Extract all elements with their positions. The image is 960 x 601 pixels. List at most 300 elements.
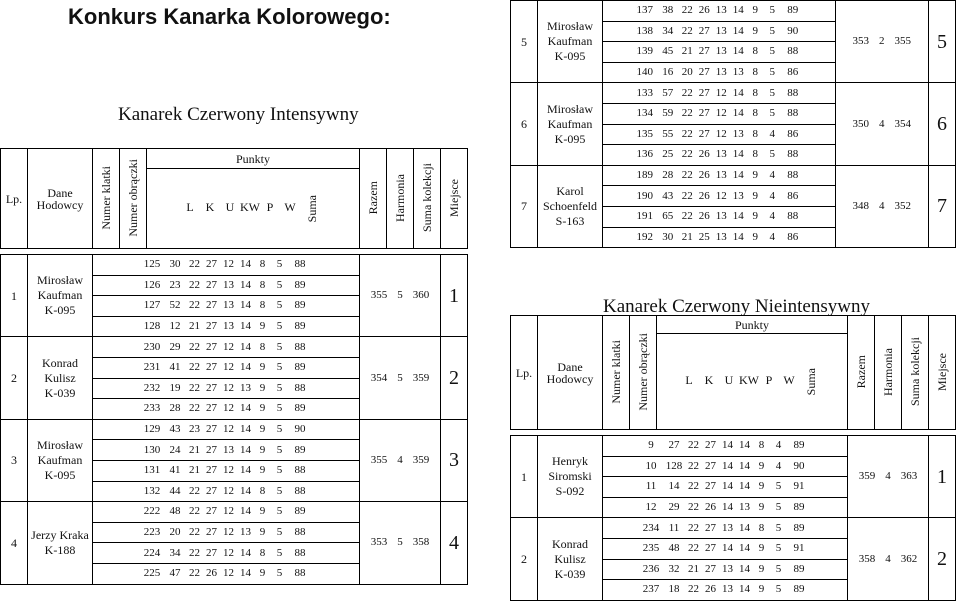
ring-number: 65 bbox=[662, 210, 674, 223]
ring-number: 48 bbox=[668, 542, 680, 555]
score-value: 14 bbox=[732, 148, 744, 161]
score-row bbox=[93, 399, 360, 420]
score-value: 14 bbox=[722, 459, 733, 472]
ring-number: 41 bbox=[169, 361, 181, 374]
breeder-name bbox=[538, 1, 603, 83]
score-value: 26 bbox=[705, 583, 716, 596]
harmonia-value: 4 bbox=[879, 199, 885, 212]
score-value: 4 bbox=[769, 127, 776, 140]
score-value: 21 bbox=[189, 320, 200, 333]
header-col-kw: KW bbox=[240, 200, 260, 215]
score-value: 5 bbox=[276, 278, 283, 291]
score-value: 5 bbox=[276, 258, 283, 271]
table-row bbox=[511, 518, 956, 539]
suma-kolekcji-value: 352 bbox=[894, 199, 912, 212]
score-value: 22 bbox=[681, 24, 693, 37]
score-value: 90 bbox=[787, 24, 799, 37]
score-value: 13 bbox=[223, 278, 234, 291]
score-value: 5 bbox=[775, 521, 782, 534]
cage-number: 189 bbox=[636, 169, 654, 182]
collection-totals bbox=[835, 1, 928, 83]
score-value: 5 bbox=[276, 484, 283, 497]
score-value: 13 bbox=[715, 210, 727, 223]
breeder-name bbox=[538, 165, 603, 247]
place-value: 4 bbox=[441, 502, 468, 584]
score-value: 21 bbox=[681, 230, 693, 243]
cage-number: 231 bbox=[143, 361, 161, 374]
header-col-p: P bbox=[266, 200, 274, 215]
score-value: 26 bbox=[698, 210, 710, 223]
collection-totals bbox=[360, 419, 441, 501]
breeder-name-line: S-092 bbox=[555, 484, 585, 499]
breeder-name bbox=[538, 83, 603, 165]
ring-number: 34 bbox=[169, 546, 181, 559]
score-value: 22 bbox=[189, 546, 200, 559]
header-punkty: Punkty bbox=[147, 149, 360, 169]
score-value: 9 bbox=[752, 210, 759, 223]
score-value: 4 bbox=[769, 210, 776, 223]
score-value: 13 bbox=[722, 521, 733, 534]
ring-number: 55 bbox=[662, 127, 674, 140]
score-value: 27 bbox=[206, 299, 217, 312]
score-value: 89 bbox=[294, 402, 306, 415]
cage-number: 127 bbox=[143, 299, 161, 312]
score-value: 9 bbox=[758, 459, 765, 472]
score-value: 14 bbox=[722, 480, 733, 493]
breeder-name-line: K-095 bbox=[554, 49, 586, 64]
ring-number: 128 bbox=[665, 459, 683, 472]
score-value: 8 bbox=[259, 484, 266, 497]
ring-number: 20 bbox=[169, 526, 181, 539]
score-value: 89 bbox=[294, 299, 306, 312]
score-value: 5 bbox=[276, 361, 283, 374]
score-row bbox=[93, 522, 360, 543]
score-value: 22 bbox=[189, 299, 200, 312]
harmonia-value: 4 bbox=[885, 470, 891, 483]
cage-number: 137 bbox=[636, 4, 654, 17]
entry-lp: 2 bbox=[1, 337, 28, 419]
score-row bbox=[603, 206, 836, 227]
score-value: 88 bbox=[294, 340, 306, 353]
score-value: 4 bbox=[769, 189, 776, 202]
cage-number: 192 bbox=[636, 230, 654, 243]
ring-number: 59 bbox=[662, 107, 674, 120]
score-value: 8 bbox=[752, 107, 759, 120]
score-row bbox=[603, 145, 836, 166]
score-value: 89 bbox=[793, 521, 805, 534]
header-col-l: L bbox=[685, 373, 693, 388]
breeder-name-line: Mirosław bbox=[547, 101, 593, 116]
score-value: 21 bbox=[681, 45, 693, 58]
score-value: 20 bbox=[681, 66, 693, 79]
cage-number: 136 bbox=[636, 148, 654, 161]
collection-totals bbox=[360, 255, 441, 337]
header-razem bbox=[360, 149, 387, 249]
score-value: 12 bbox=[223, 526, 234, 539]
razem-value: 358 bbox=[858, 552, 876, 565]
header-harmonia bbox=[387, 149, 414, 249]
breeder-name bbox=[28, 255, 93, 337]
score-value: 22 bbox=[681, 127, 693, 140]
score-value: 9 bbox=[758, 562, 765, 575]
score-value: 14 bbox=[240, 464, 251, 477]
score-value: 22 bbox=[189, 402, 200, 415]
collection-totals bbox=[848, 518, 929, 600]
score-value: 12 bbox=[223, 423, 234, 436]
cage-number: 234 bbox=[642, 521, 660, 534]
header-col-w: W bbox=[284, 200, 296, 215]
score-value: 5 bbox=[276, 567, 283, 580]
header-dane bbox=[538, 316, 603, 430]
score-row bbox=[603, 42, 836, 63]
score-value: 14 bbox=[722, 501, 733, 514]
header-col-kw: KW bbox=[739, 373, 759, 388]
score-value: 9 bbox=[752, 169, 759, 182]
cage-number: 129 bbox=[143, 423, 161, 436]
cage-number: 237 bbox=[642, 583, 660, 596]
score-value: 22 bbox=[189, 258, 200, 271]
score-value: 27 bbox=[698, 107, 710, 120]
place-value: 3 bbox=[441, 419, 468, 501]
score-value: 5 bbox=[775, 480, 782, 493]
header-numer-obraczki-text: Numer obrączki bbox=[636, 332, 650, 411]
razem-value: 353 bbox=[852, 35, 870, 48]
score-value: 8 bbox=[758, 521, 765, 534]
breeder-name-line: Schoenfeld bbox=[543, 198, 597, 213]
cage-number: 139 bbox=[636, 45, 654, 58]
score-row bbox=[603, 227, 836, 248]
score-value: 14 bbox=[732, 210, 744, 223]
razem-value: 348 bbox=[852, 199, 870, 212]
header-suma-kolekcji-text: Suma kolekcji bbox=[908, 337, 922, 406]
score-value: 22 bbox=[189, 361, 200, 374]
ring-number: 18 bbox=[668, 583, 680, 596]
score-value: 22 bbox=[189, 340, 200, 353]
score-value: 27 bbox=[206, 443, 217, 456]
breeder-name-line: K-188 bbox=[44, 542, 76, 557]
score-value: 88 bbox=[787, 86, 799, 99]
header-punkty: Punkty bbox=[657, 316, 848, 334]
header-suma-kolekcji bbox=[902, 316, 929, 430]
score-value: 27 bbox=[206, 361, 217, 374]
score-value: 14 bbox=[240, 443, 251, 456]
header-dane bbox=[28, 149, 93, 249]
header-dane-label: Dane bbox=[47, 185, 73, 200]
score-value: 12 bbox=[223, 567, 234, 580]
ring-number: 45 bbox=[662, 45, 674, 58]
score-value: 12 bbox=[223, 402, 234, 415]
score-value: 21 bbox=[189, 443, 200, 456]
header-suma-kolekcji-text: Suma kolekcji bbox=[420, 163, 434, 232]
score-value: 22 bbox=[681, 107, 693, 120]
score-value: 86 bbox=[787, 66, 799, 79]
breeder-name bbox=[538, 518, 603, 600]
score-value: 8 bbox=[259, 258, 266, 271]
results-table-nieintensywny bbox=[510, 315, 956, 601]
score-value: 12 bbox=[715, 86, 727, 99]
ring-number: 24 bbox=[169, 443, 181, 456]
score-row bbox=[603, 21, 836, 42]
score-row bbox=[93, 419, 360, 440]
score-value: 4 bbox=[775, 439, 782, 452]
score-value: 22 bbox=[681, 189, 693, 202]
score-value: 13 bbox=[715, 66, 727, 79]
score-value: 8 bbox=[752, 127, 759, 140]
score-value: 13 bbox=[715, 230, 727, 243]
score-value: 12 bbox=[715, 107, 727, 120]
ring-number: 34 bbox=[662, 24, 674, 37]
score-value: 91 bbox=[793, 542, 805, 555]
breeder-name-line: Kaufman bbox=[37, 452, 83, 467]
cage-number: 134 bbox=[636, 107, 654, 120]
score-value: 27 bbox=[705, 439, 716, 452]
header-col-p: P bbox=[765, 373, 773, 388]
cage-number: 236 bbox=[642, 562, 660, 575]
header-numer-obraczki bbox=[630, 316, 657, 430]
score-value: 88 bbox=[787, 148, 799, 161]
score-value: 14 bbox=[240, 423, 251, 436]
score-value: 12 bbox=[223, 505, 234, 518]
score-value: 9 bbox=[752, 230, 759, 243]
breeder-name-line: Konrad bbox=[552, 536, 588, 551]
cage-number: 11 bbox=[645, 480, 657, 493]
score-value: 5 bbox=[769, 107, 776, 120]
score-value: 9 bbox=[259, 402, 266, 415]
header-miejsce-text: Miejsce bbox=[447, 178, 461, 217]
header-numer-klatki bbox=[603, 316, 630, 430]
score-row bbox=[603, 559, 848, 580]
score-value: 13 bbox=[715, 45, 727, 58]
harmonia-value: 4 bbox=[397, 453, 403, 466]
score-row bbox=[603, 580, 848, 601]
ring-number: 43 bbox=[662, 189, 674, 202]
score-value: 27 bbox=[206, 526, 217, 539]
score-value: 88 bbox=[294, 381, 306, 394]
ring-number: 23 bbox=[169, 278, 181, 291]
score-value: 89 bbox=[793, 583, 805, 596]
score-value: 22 bbox=[688, 480, 699, 493]
score-value: 14 bbox=[739, 542, 750, 555]
score-row bbox=[93, 563, 360, 584]
results-table-intensywny bbox=[0, 148, 468, 585]
score-value: 8 bbox=[259, 546, 266, 559]
suma-kolekcji-value: 359 bbox=[412, 453, 430, 466]
header-suma: Suma bbox=[804, 367, 818, 396]
score-value: 89 bbox=[787, 4, 799, 17]
score-value: 9 bbox=[758, 542, 765, 555]
score-value: 14 bbox=[240, 340, 251, 353]
score-value: 14 bbox=[732, 86, 744, 99]
razem-value: 350 bbox=[852, 117, 870, 130]
suma-kolekcji-value: 355 bbox=[894, 35, 912, 48]
score-value: 88 bbox=[294, 567, 306, 580]
score-value: 14 bbox=[240, 567, 251, 580]
score-row bbox=[603, 518, 848, 539]
score-value: 5 bbox=[769, 24, 776, 37]
score-value: 4 bbox=[775, 459, 782, 472]
score-value: 88 bbox=[787, 210, 799, 223]
score-value: 88 bbox=[294, 546, 306, 559]
score-value: 5 bbox=[276, 340, 283, 353]
score-value: 26 bbox=[705, 501, 716, 514]
score-value: 26 bbox=[698, 4, 710, 17]
score-value: 14 bbox=[739, 480, 750, 493]
cage-number: 12 bbox=[645, 501, 657, 514]
suma-kolekcji-value: 362 bbox=[900, 552, 918, 565]
score-row bbox=[603, 538, 848, 559]
score-row bbox=[93, 337, 360, 358]
header-lp: Lp. bbox=[511, 316, 538, 430]
score-value: 22 bbox=[189, 381, 200, 394]
score-value: 27 bbox=[206, 381, 217, 394]
place-value: 5 bbox=[929, 1, 956, 83]
score-value: 88 bbox=[787, 107, 799, 120]
entry-lp: 2 bbox=[511, 518, 538, 600]
score-value: 90 bbox=[793, 459, 805, 472]
score-value: 14 bbox=[240, 402, 251, 415]
score-value: 27 bbox=[698, 45, 710, 58]
score-value: 13 bbox=[732, 66, 744, 79]
header-razem-text: Razem bbox=[366, 180, 380, 215]
header-miejsce bbox=[441, 149, 468, 249]
score-row bbox=[93, 460, 360, 481]
score-value: 9 bbox=[259, 526, 266, 539]
razem-value: 359 bbox=[858, 470, 876, 483]
table-row bbox=[1, 502, 468, 523]
breeder-name bbox=[28, 502, 93, 584]
results-table-intensywny-cont bbox=[510, 0, 956, 248]
score-value: 14 bbox=[732, 45, 744, 58]
score-value: 8 bbox=[259, 299, 266, 312]
entry-lp: 7 bbox=[511, 165, 538, 247]
score-value: 5 bbox=[769, 4, 776, 17]
score-row bbox=[603, 456, 848, 477]
score-value: 27 bbox=[698, 66, 710, 79]
score-row bbox=[93, 378, 360, 399]
score-value: 5 bbox=[775, 583, 782, 596]
header-harmonia-text: Harmonia bbox=[881, 347, 895, 396]
score-row bbox=[93, 275, 360, 296]
suma-kolekcji-value: 360 bbox=[412, 289, 430, 302]
score-value: 12 bbox=[223, 258, 234, 271]
breeder-name-line: Kaufman bbox=[547, 116, 593, 131]
ring-number: 52 bbox=[169, 299, 181, 312]
score-value: 27 bbox=[206, 505, 217, 518]
cage-number: 128 bbox=[143, 320, 161, 333]
score-value: 14 bbox=[240, 299, 251, 312]
score-value: 27 bbox=[206, 484, 217, 497]
score-value: 88 bbox=[787, 169, 799, 182]
header-miejsce bbox=[929, 316, 956, 430]
score-value: 9 bbox=[758, 583, 765, 596]
score-value: 90 bbox=[294, 423, 306, 436]
score-value: 21 bbox=[189, 464, 200, 477]
score-value: 13 bbox=[722, 562, 733, 575]
cage-number: 224 bbox=[143, 546, 161, 559]
header-numer-klatki-text: Numer klatki bbox=[99, 165, 113, 230]
score-value: 88 bbox=[294, 464, 306, 477]
header-numer-klatki bbox=[93, 149, 120, 249]
score-value: 13 bbox=[715, 24, 727, 37]
score-value: 8 bbox=[259, 278, 266, 291]
score-value: 89 bbox=[294, 278, 306, 291]
ring-number: 12 bbox=[169, 320, 181, 333]
ring-number: 27 bbox=[668, 439, 680, 452]
header-col-k: K bbox=[704, 373, 714, 388]
score-value: 26 bbox=[206, 567, 217, 580]
score-value: 27 bbox=[206, 546, 217, 559]
score-row bbox=[603, 1, 836, 22]
section-title-nieintensywny: Kanarek Czerwony Nieintensywny bbox=[603, 296, 870, 317]
score-value: 89 bbox=[793, 439, 805, 452]
score-value: 5 bbox=[276, 299, 283, 312]
score-value: 89 bbox=[793, 501, 805, 514]
table-row bbox=[511, 436, 956, 457]
table-row bbox=[1, 337, 468, 358]
table-row bbox=[511, 83, 956, 104]
place-value: 7 bbox=[929, 165, 956, 247]
ring-number: 14 bbox=[668, 480, 680, 493]
score-row bbox=[603, 165, 836, 186]
ring-number: 25 bbox=[662, 148, 674, 161]
header-hodowcy-label: Hodowcy bbox=[36, 197, 84, 212]
collection-totals bbox=[835, 83, 928, 165]
breeder-name-line: K-039 bbox=[554, 566, 586, 581]
cage-number: 225 bbox=[143, 567, 161, 580]
score-value: 14 bbox=[722, 439, 733, 452]
cage-number: 190 bbox=[636, 189, 654, 202]
score-value: 14 bbox=[722, 542, 733, 555]
score-value: 26 bbox=[698, 169, 710, 182]
score-row bbox=[93, 357, 360, 378]
breeder-name-line: K-095 bbox=[554, 131, 586, 146]
breeder-name-line: Siromski bbox=[548, 469, 592, 484]
score-value: 14 bbox=[739, 439, 750, 452]
score-value: 14 bbox=[739, 583, 750, 596]
score-value: 14 bbox=[240, 258, 251, 271]
header-suma-kolekcji bbox=[414, 149, 441, 249]
score-value: 9 bbox=[259, 361, 266, 374]
cage-number: 233 bbox=[143, 402, 161, 415]
score-value: 22 bbox=[681, 169, 693, 182]
score-value: 27 bbox=[705, 542, 716, 555]
razem-value: 355 bbox=[370, 289, 388, 302]
score-value: 9 bbox=[752, 4, 759, 17]
harmonia-value: 5 bbox=[397, 289, 403, 302]
score-value: 23 bbox=[189, 423, 200, 436]
suma-kolekcji-value: 363 bbox=[900, 470, 918, 483]
breeder-name-line: K-039 bbox=[44, 385, 76, 400]
score-value: 14 bbox=[732, 169, 744, 182]
header-numer-klatki-text: Numer klatki bbox=[609, 339, 623, 404]
score-value: 89 bbox=[294, 320, 306, 333]
cage-number: 130 bbox=[143, 443, 161, 456]
breeder-name-line: Karol bbox=[556, 183, 584, 198]
ring-number: 38 bbox=[662, 4, 674, 17]
cage-number: 140 bbox=[636, 66, 654, 79]
ring-number: 43 bbox=[169, 423, 181, 436]
entry-lp: 3 bbox=[1, 419, 28, 501]
score-row bbox=[93, 316, 360, 337]
score-value: 13 bbox=[240, 526, 251, 539]
score-value: 8 bbox=[752, 86, 759, 99]
header-col-l: L bbox=[186, 200, 194, 215]
collection-totals bbox=[360, 502, 441, 584]
score-value: 88 bbox=[787, 45, 799, 58]
score-value: 13 bbox=[739, 501, 750, 514]
score-value: 91 bbox=[793, 480, 805, 493]
score-value: 9 bbox=[752, 189, 759, 202]
